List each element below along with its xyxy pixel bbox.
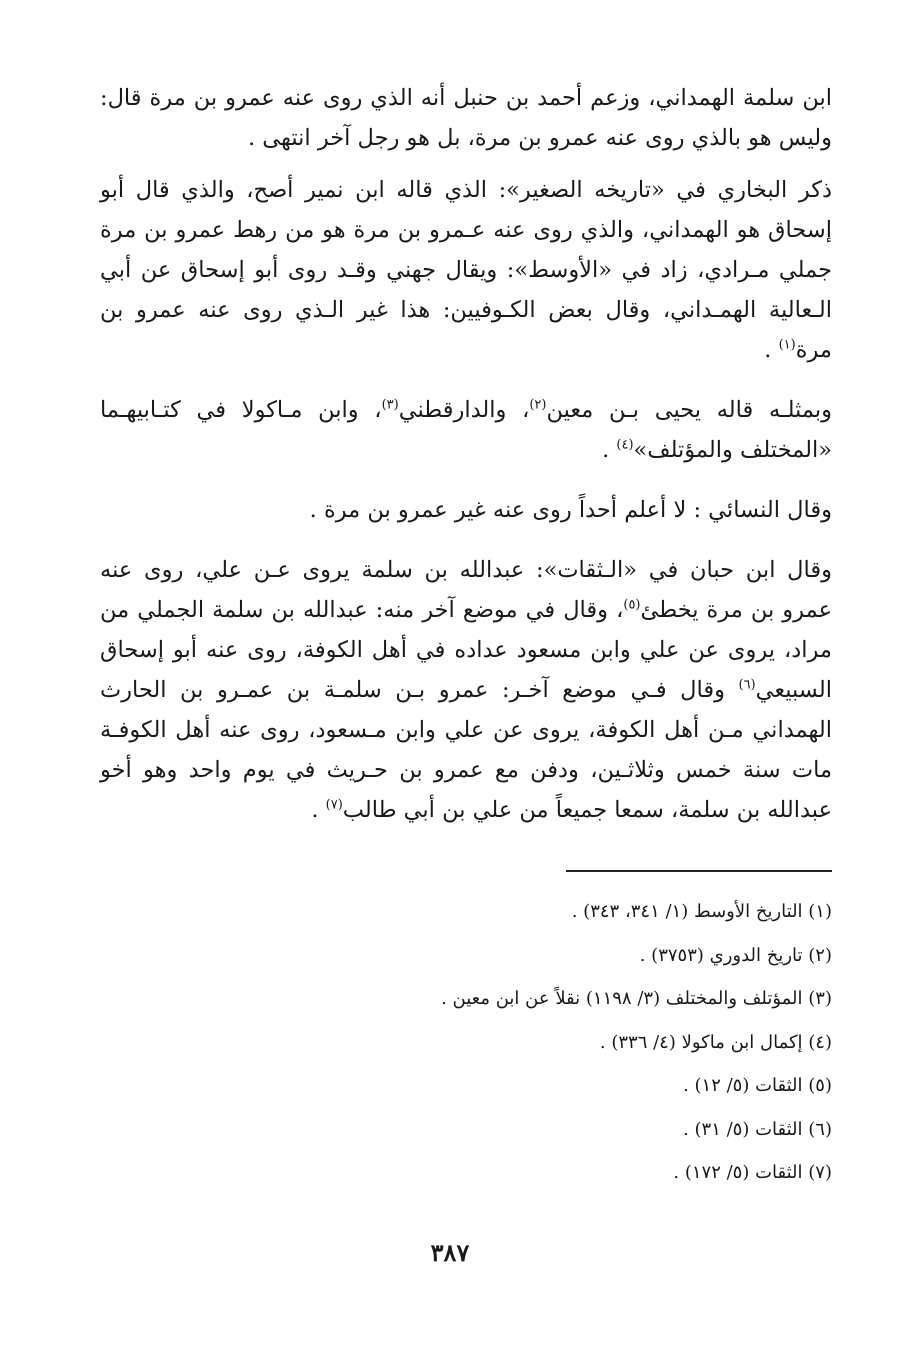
- page-number: ٣٨٧: [430, 1238, 470, 1267]
- footnote-ref-5[interactable]: (٥): [623, 597, 641, 613]
- footnote-7: (٧) الثقات (٥/ ١٧٢) .: [673, 1162, 832, 1183]
- footnote-ref-1[interactable]: (١): [778, 337, 796, 353]
- footnote-ref-6[interactable]: (٦): [738, 677, 756, 693]
- paragraph-3-text-b: ، والدارقطني: [398, 397, 530, 423]
- footnote-ref-3[interactable]: (٣): [381, 397, 399, 413]
- paragraph-3: [100, 390, 832, 470]
- paragraph-1-text: ابن سلمة الهمداني، وزعم أحمد بن حنبل أنه الذي روى عنه عمرو بن مرة قال: وليس هو بالذي روى عنه عمرو بن مرة، بل هو رجل آخر انتهى .: [100, 85, 832, 151]
- paragraph-5-text-b: ، وقال في موضع آخر منه: عبدالله بن سلمة الجملي من مراد، يروى عن علي وابن مسعود عداده في أهل الكوفة، روى عنه أبو إسحاق السبيعي: [100, 597, 832, 703]
- footnote-6: (٦) الثقات (٥/ ٣١) .: [683, 1118, 832, 1140]
- paragraph-5: [100, 550, 832, 830]
- page-body: [100, 78, 832, 1278]
- footnote-3: (٣) المؤتلف والمختلف (٣/ ١١٩٨) نقلاً عن ابن معين .: [441, 988, 832, 1009]
- paragraph-5-text-a: وقال ابن حبان في «الـثقات»: عبدالله بن سلمة يروى عـن علي، روى عنه عمرو بن مرة يخطئ: [100, 557, 833, 623]
- paragraph-2: [100, 170, 832, 370]
- footnote-ref-2[interactable]: (٢): [529, 397, 547, 413]
- paragraph-3-text-a: وبمثلـه قاله يحيى بـن معين: [546, 397, 832, 423]
- paragraph-3-text-c: ، وابن مـاكولا في كتـابيهـما «المختلف والمؤتلف»: [100, 397, 832, 463]
- paragraph-2-end: .: [764, 337, 779, 363]
- footnote-ref-7[interactable]: (٧): [325, 797, 343, 813]
- footnote-5: (٥) الثقات (٥/ ١٢) .: [683, 1075, 832, 1096]
- footnote-2: (٢) تاريخ الدوري (٣٧٥٣) .: [639, 944, 832, 966]
- paragraph-3-text-d: .: [602, 437, 617, 463]
- paragraph-2-text: ذكر البخاري في «تاريخه الصغير»: الذي قاله ابن نمير أصح، والذي قال أبو إسحاق هو الهمداني، والذي روى عنه عـمرو بن مرة هو من رهط عمرو بن مرة جملي مـرادي، زاد في «الأوسط»: ويقال جهني وقـد روى أبو إسحاق عن أبي الـعالية الهمـداني، وقال بعض الكـوفيين: هذا غير الـذي روى عنه عمرو بن مرة: [100, 177, 832, 363]
- paragraph-1: [100, 78, 832, 158]
- paragraph-4-text: وقال النسائي : لا أعلم أحداً روى عنه غير عمرو بن مرة .: [309, 497, 832, 523]
- footnotes-section: [100, 890, 832, 1195]
- paragraph-4: [100, 490, 832, 530]
- footnote-ref-4[interactable]: (٤): [616, 437, 634, 453]
- paragraph-5-text-d: .: [311, 797, 326, 823]
- footnote-divider: [566, 870, 832, 872]
- footnote-4: (٤) إكمال ابن ماكولا (٤/ ٣٣٦) .: [599, 1031, 832, 1053]
- paragraph-5-text-c: وقال فـي موضع آخـر: عمرو بـن سلمـة بن عمـرو بن الحارث الهمداني مـن أهل الكوفة، يروى عن علي وابن مـسعود، روى عنه أهل الكوفـة مات سنة خمس وثلاثـين، ودفن مع عمرو بن حـريث في يوم واحد وهو أخو عبدالله بن سلمة، سمعا جميعاً من علي بن أبي طالب: [100, 677, 832, 823]
- footnote-1: (١) التاريخ الأوسط (١/ ٣٤١، ٣٤٣) .: [571, 901, 832, 922]
